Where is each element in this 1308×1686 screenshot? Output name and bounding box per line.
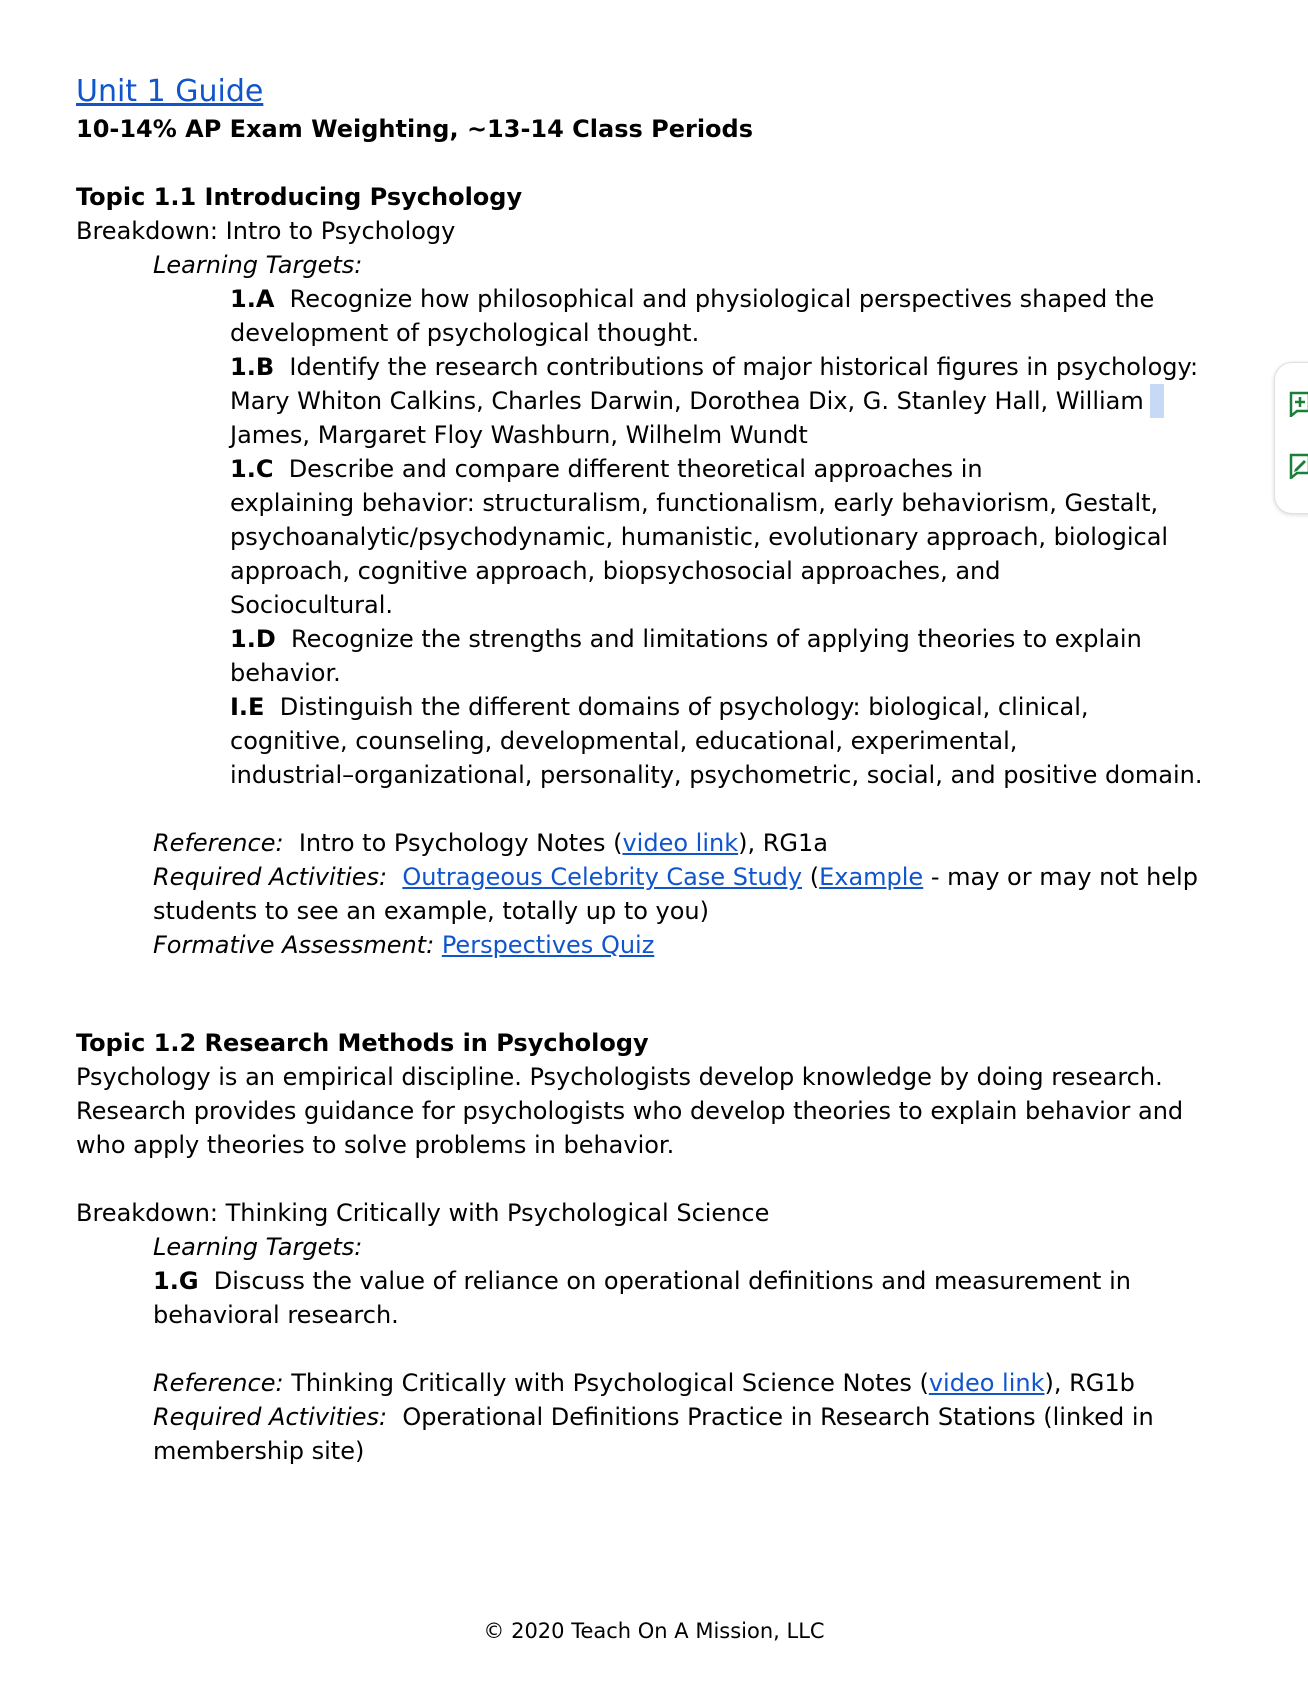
topic-1-heading: Topic 1.1 Introducing Psychology [76, 183, 523, 211]
target-1a-cont: development of psychological thought. [230, 319, 700, 347]
copyright-footer: © 2020 Teach On A Mission, LLC [483, 1619, 825, 1643]
target-1c: 1.C Describe and compare different theoretical approaches in [230, 455, 983, 483]
topic-1-required-activities: Required Activities: Outrageous Celebrity Case Study (Example - may or may not help [153, 863, 1198, 891]
topic-2-required-activities: Required Activities: Operational Definitions Practice in Research Stations (linked in [153, 1403, 1154, 1431]
target-1e-cont2: industrial–organizational, personality, psychometric, social, and positive domain. [230, 761, 1203, 789]
target-1a: 1.A Recognize how philosophical and physiological perspectives shaped the [230, 285, 1155, 313]
topic-1-reference: Reference: Intro to Psychology Notes (video link), RG1a [153, 829, 828, 857]
topic-2-learning-targets-label: Learning Targets: [153, 1233, 363, 1261]
example-link[interactable]: Example [819, 863, 924, 891]
target-1g-cont: behavioral research. [153, 1301, 399, 1329]
target-1c-cont2: psychoanalytic/psychodynamic, humanistic, evolutionary approach, biological [230, 523, 1169, 551]
perspectives-quiz-link[interactable]: Perspectives Quiz [441, 931, 655, 959]
weighting-line: 10-14% AP Exam Weighting, ~13-14 Class Periods [76, 115, 754, 143]
topic-2-breakdown: Breakdown: Thinking Critically with Psychological Science [76, 1199, 770, 1227]
side-action-panel [1274, 362, 1308, 514]
topic-1-formative-assessment: Formative Assessment: Perspectives Quiz [153, 931, 655, 959]
topic-2-intro: Psychology is an empirical discipline. Psychologists develop knowledge by doing research. [76, 1063, 1163, 1091]
topic-1-learning-targets-label: Learning Targets: [153, 251, 363, 279]
topic-2-intro-cont2: who apply theories to solve problems in behavior. [76, 1131, 675, 1159]
target-1g: 1.G Discuss the value of reliance on operational definitions and measurement in [153, 1267, 1131, 1295]
topic-2-video-link[interactable]: video link [928, 1369, 1045, 1397]
document-body [76, 72, 1236, 1468]
topic-2-heading: Topic 1.2 Research Methods in Psychology [76, 1029, 649, 1057]
target-1b-cont: Mary Whiton Calkins, Charles Darwin, Dorothea Dix, G. Stanley Hall, William [76, 384, 1236, 418]
target-1c-cont4: Sociocultural. [230, 591, 394, 619]
target-1b: 1.B Identify the research contributions of major historical figures in psychology: [230, 353, 1199, 381]
target-1e-cont: cognitive, counseling, developmental, educational, experimental, [230, 727, 1018, 755]
add-comment-icon[interactable] [1289, 391, 1308, 417]
topic-1-video-link[interactable]: video link [622, 829, 739, 857]
topic-2-intro-cont: Research provides guidance for psychologists who develop theories to explain behavior and [76, 1097, 1184, 1125]
topic-1-breakdown: Breakdown: Intro to Psychology [76, 217, 456, 245]
target-1d-cont: behavior. [230, 659, 341, 687]
target-1d: 1.D Recognize the strengths and limitations of applying theories to explain [230, 625, 1142, 653]
topic-1-required-cont: students to see an example, totally up to you) [153, 897, 710, 925]
target-1c-cont: explaining behavior: structuralism, functionalism, early behaviorism, Gestalt, [230, 489, 1159, 517]
unit-guide-link[interactable]: Unit 1 Guide [76, 74, 264, 109]
target-1e: I.E Distinguish the different domains of psychology: biological, clinical, [230, 693, 1089, 721]
target-1c-cont3: approach, cognitive approach, biopsychosocial approaches, and [230, 557, 1001, 585]
topic-2-reference: Reference: Thinking Critically with Psychological Science Notes (video link), RG1b [153, 1369, 1135, 1397]
topic-2-required-cont: membership site) [153, 1437, 365, 1465]
suggest-edit-icon[interactable] [1289, 453, 1308, 479]
celebrity-case-study-link[interactable]: Outrageous Celebrity Case Study [402, 863, 803, 891]
target-1b-cont2: James, Margaret Floy Washburn, Wilhelm Wundt [230, 421, 808, 449]
text-selection-highlight [1150, 384, 1164, 418]
